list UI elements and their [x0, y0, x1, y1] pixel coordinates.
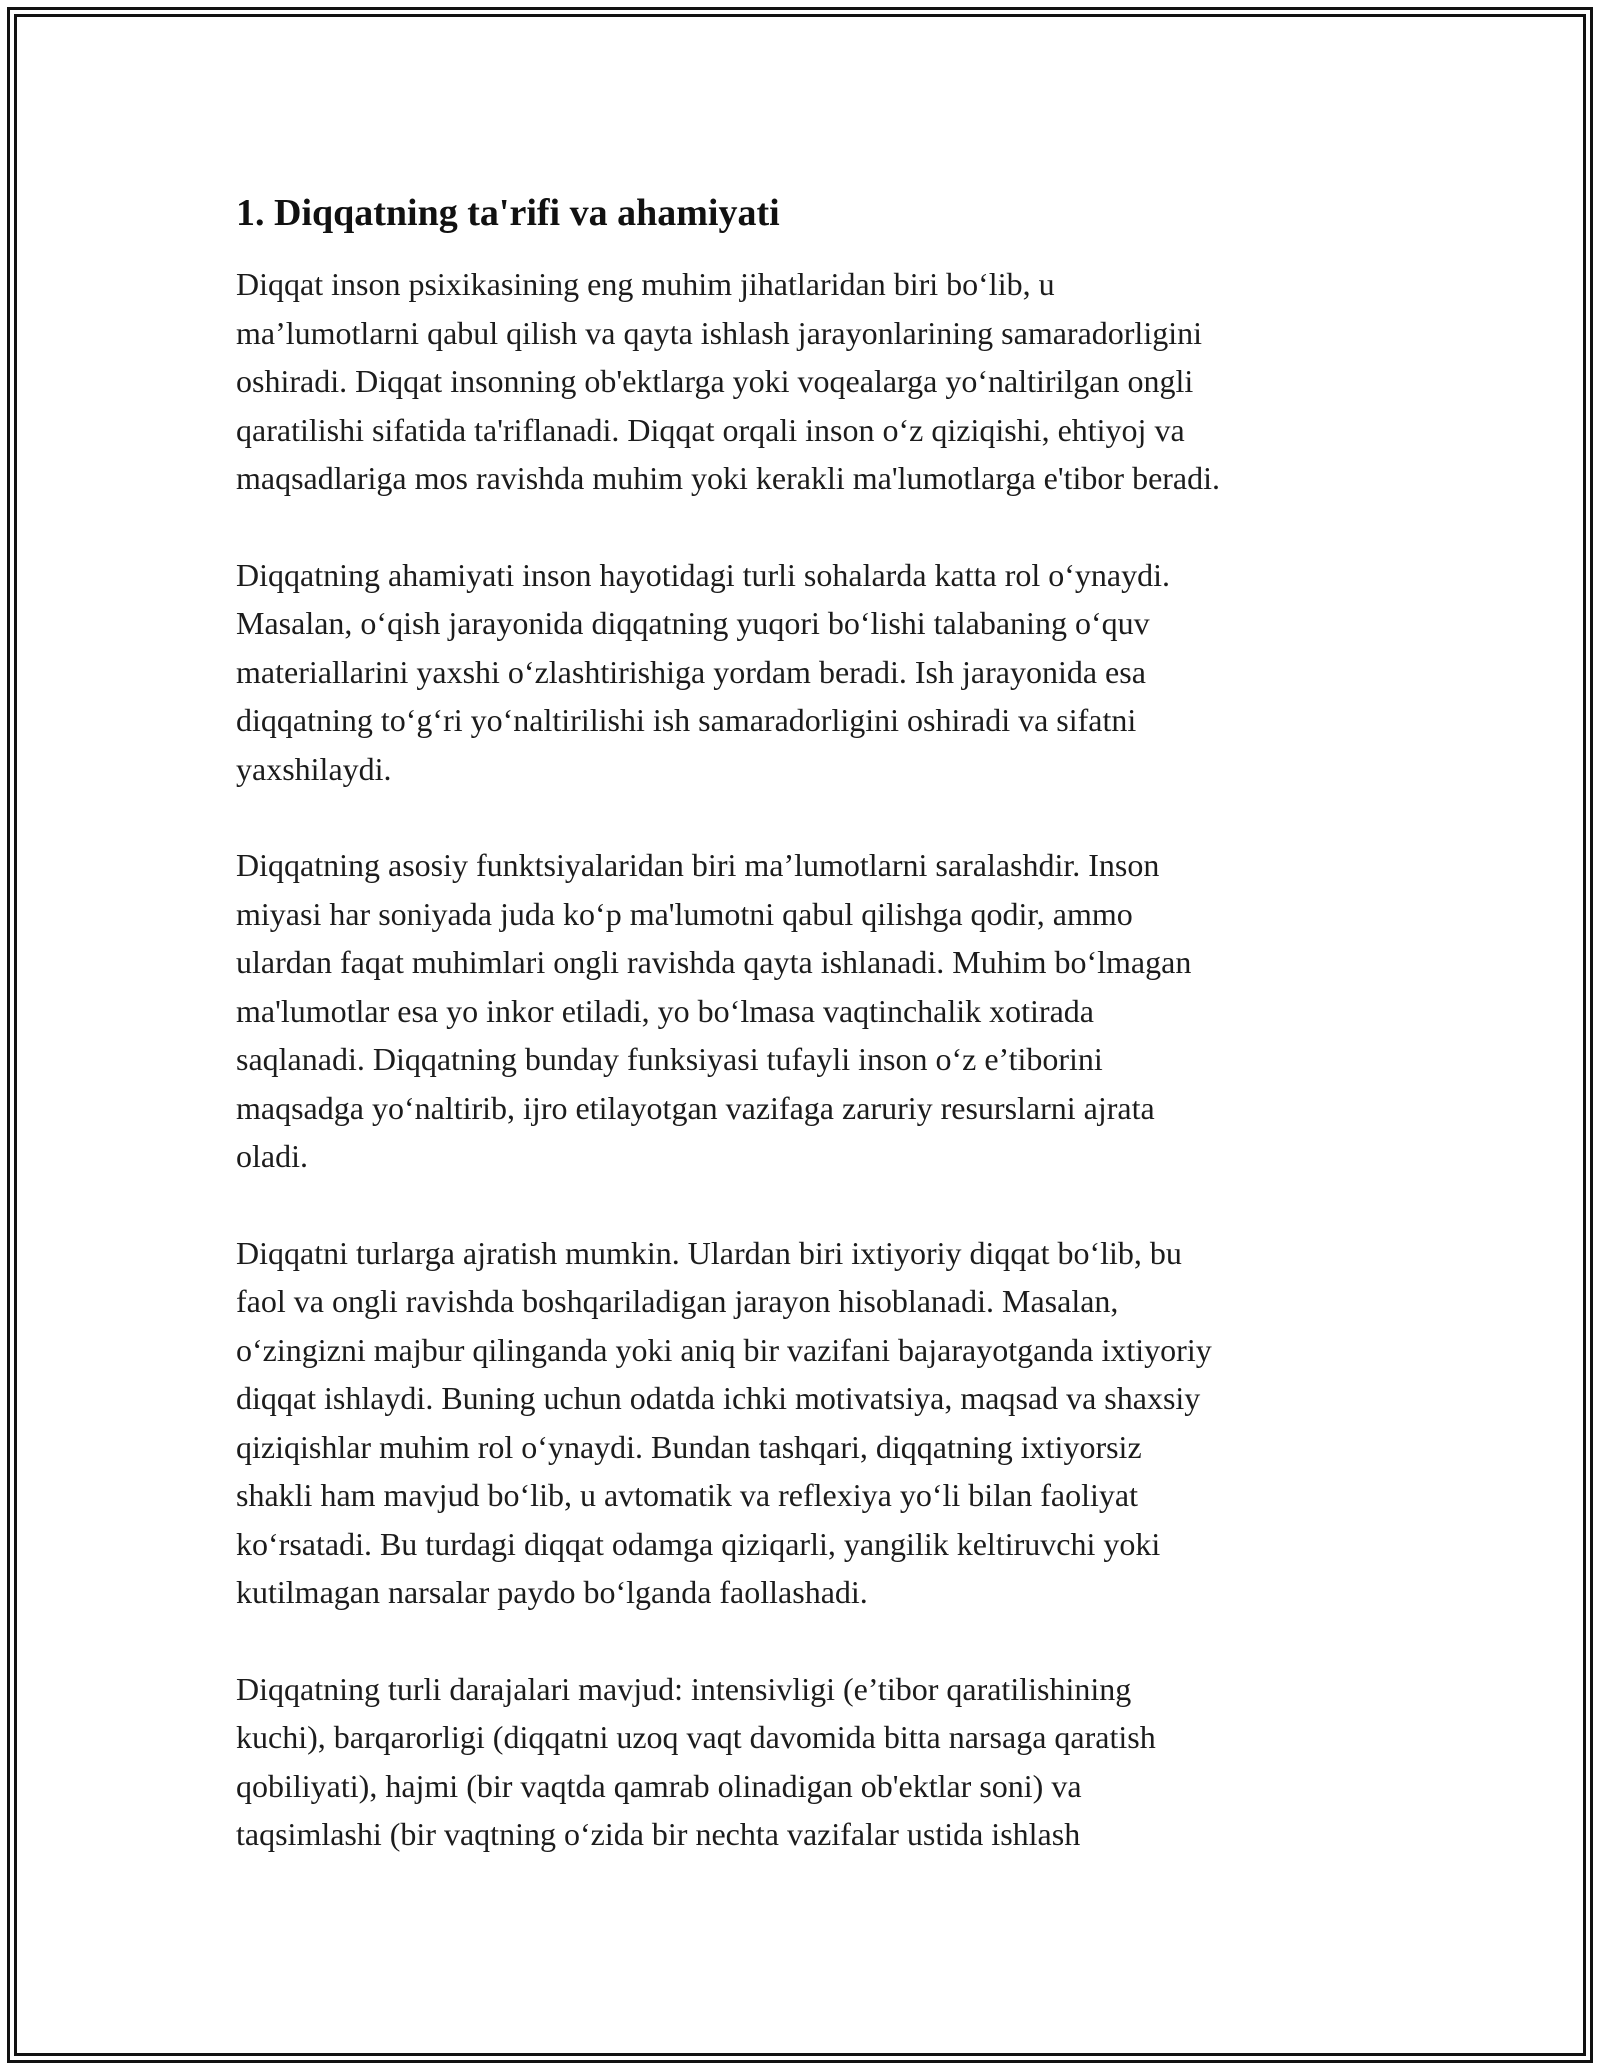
text-line: ulardan faqat muhimlari ongli ravishda qayta ishlanadi. Muhim bo‘lmagan — [236, 944, 1192, 980]
text-line: kuchi), barqarorligi (diqqatni uzoq vaqt davomida bitta narsaga qaratish — [236, 1719, 1156, 1755]
text-line: diqqatning to‘g‘ri yo‘naltirilishi ish samaradorligini oshiradi va sifatni — [236, 702, 1137, 738]
text-line: Diqqatning asosiy funktsiyalaridan biri ma’lumotlarni saralashdir. Inson — [236, 847, 1160, 883]
text-line: taqsimlashi (bir vaqtning o‘zida bir nechta vazifalar ustida ishlash — [236, 1816, 1081, 1852]
text-line: Masalan, o‘qish jarayonida diqqatning yuqori bo‘lishi talabaning o‘quv — [236, 605, 1150, 641]
text-line: qobiliyati), hajmi (bir vaqtda qamrab olinadigan ob'ektlar soni) va — [236, 1767, 1082, 1804]
paragraph-definition — [236, 260, 1386, 503]
text-line: ko‘rsatadi. Bu turdagi diqqat odamga qiziqarli, yangilik keltiruvchi yoki — [236, 1525, 1161, 1562]
paragraph-types — [236, 1229, 1386, 1617]
text-line: qiziqishlar muhim rol o‘ynaydi. Bundan tashqari, diqqatning ixtiyorsiz — [236, 1428, 1142, 1465]
text-line: Diqqat inson psixikasining eng muhim jihatlaridan biri bo‘lib, u — [236, 266, 1055, 302]
text-line: shakli ham mavjud bo‘lib, u avtomatik va reflexiya yo‘li bilan faoliyat — [236, 1477, 1138, 1513]
text-line: kutilmagan narsalar paydo bo‘lganda faollashadi. — [236, 1574, 868, 1610]
text-line: qaratilishi sifatida ta'riflanadi. Diqqat orqali inson o‘z qiziqishi, ehtiyoj va — [236, 411, 1185, 448]
text-line: maqsadga yo‘naltirib, ijro etilayotgan vazifaga zaruriy resurslarni ajrata — [236, 1089, 1155, 1126]
text-line: o‘zingizni majbur qilinganda yoki aniq bir vazifani bajarayotganda ixtiyoriy — [236, 1331, 1212, 1368]
text-line: faol va ongli ravishda boshqariladigan jarayon hisoblanadi. Masalan, — [236, 1283, 1119, 1319]
text-line: oladi. — [236, 1138, 308, 1174]
text-line: diqqat ishlaydi. Buning uchun odatda ichki motivatsiya, maqsad va shaxsiy — [236, 1380, 1201, 1416]
text-line: ma’lumotlarni qabul qilish va qayta ishlash jarayonlarining samaradorligini — [236, 314, 1202, 351]
text-line: miyasi har soniyada juda ko‘p ma'lumotni qabul qilishga qodir, ammo — [236, 895, 1133, 932]
paragraph-levels — [236, 1665, 1386, 1859]
text-line: oshiradi. Diqqat insonning ob'ektlarga yoki voqealarga yo‘naltirilgan ongli — [236, 363, 1194, 399]
text-line: Diqqatning ahamiyati inson hayotidagi turli sohalarda katta rol o‘ynaydi. — [236, 556, 1170, 593]
section-heading: 1. Diqqatning ta'rifi va ahamiyati — [236, 192, 780, 234]
text-line: Diqqatning turli darajalari mavjud: intensivligi (e’tibor qaratilishining — [236, 1670, 1132, 1707]
document-page — [236, 188, 1386, 1907]
text-line: materiallarini yaxshi o‘zlashtirishiga yordam beradi. Ish jarayonida esa — [236, 653, 1146, 690]
text-line: maqsadlariga mos ravishda muhim yoki kerakli ma'lumotlarga e'tibor beradi. — [236, 460, 1221, 496]
text-line: yaxshilaydi. — [236, 750, 392, 787]
text-line: ma'lumotlar esa yo inkor etiladi, yo bo‘lmasa vaqtinchalik xotirada — [236, 992, 1094, 1029]
text-line: saqlanadi. Diqqatning bunday funksiyasi tufayli inson o‘z e’tiborini — [236, 1041, 1103, 1077]
paragraph-importance — [236, 551, 1386, 794]
paragraph-functions — [236, 841, 1386, 1181]
text-line: Diqqatni turlarga ajratish mumkin. Ulardan biri ixtiyoriy diqqat bo‘lib, bu — [236, 1234, 1182, 1271]
